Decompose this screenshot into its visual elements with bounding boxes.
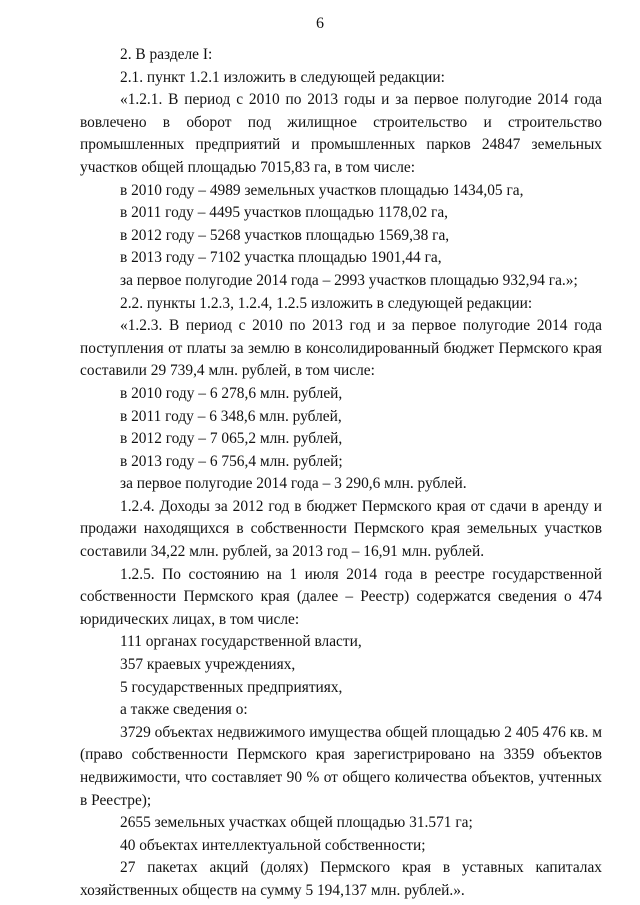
paragraph: в 2010 году – 6 278,6 млн. рублей,	[120, 384, 343, 402]
paragraph: 357 краевых учреждениях,	[120, 656, 296, 674]
paragraph: в 2013 году – 6 756,4 млн. рублей;	[120, 452, 343, 470]
paragraph: в 2013 году – 7102 участка площадью 1901,44 га,	[120, 249, 442, 267]
paragraph: в 2012 году – 7 065,2 млн. рублей,	[120, 430, 343, 448]
paragraph: 5 государственных предприятиях,	[120, 678, 343, 696]
paragraph: 40 объектах интеллектуальной собственности;	[120, 836, 426, 854]
paragraph: в 2012 году – 5268 участков площадью 1569,38 га,	[120, 226, 450, 244]
paragraph: 3729 объектах недвижимого имущества общей площадью 2 405 476 кв. м (право собственности Пермского края зарегистрировано на 3359 объектов недвижимости, что составляет 90 % от общего количества объектов, учтенных в Реестре);	[80, 723, 602, 809]
paragraph: в 2011 году – 6 348,6 млн. рублей,	[120, 407, 342, 425]
paragraph: 27 пакетах акций (долях) Пермского края в уставных капиталах хозяйственных обществ на сумму 5 194,137 млн. рублей.».	[80, 859, 602, 899]
paragraph: 1.2.4. Доходы за 2012 год в бюджет Пермского края от сдачи в аренду и продажи находящихся в собственности Пермского края земельных участков составили 34,22 млн. рублей, за 2013 год – 16,91 млн. рублей.	[80, 497, 602, 561]
paragraph: «1.2.1. В период с 2010 по 2013 годы и за первое полугодие 2014 года вовлечено в оборот под жилищное строительство и строительство промышленных предприятий и промышленных парков 24847 земельных участков общей площадью 7015,83 га, в том числе:	[80, 91, 602, 176]
paragraph: 2655 земельных участках общей площадью 31.571 га;	[120, 814, 473, 832]
paragraph: за первое полугодие 2014 года – 3 290,6 млн. рублей.	[120, 475, 467, 493]
paragraph: 2.2. пункты 1.2.3, 1.2.4, 1.2.5 изложить в следующей редакции:	[120, 294, 533, 312]
paragraph: а также сведения о:	[120, 701, 248, 719]
paragraph: 2. В разделе I:	[120, 46, 213, 63]
paragraph: в 2010 году – 4989 земельных участков площадью 1434,05 га,	[120, 181, 524, 199]
paragraph: 2.1. пункт 1.2.1 изложить в следующей редакции:	[120, 68, 445, 86]
paragraph: «1.2.3. В период с 2010 по 2013 год и за первое полугодие 2014 года поступления от платы за землю в консолидированный бюджет Пермского края составили 29 739,4 млн. рублей, в том числе:	[80, 317, 602, 380]
paragraph: в 2011 году – 4495 участков площадью 1178,02 га,	[120, 204, 449, 222]
document-body	[80, 44, 602, 903]
paragraph: 1.2.5. По состоянию на 1 июля 2014 года в реестре государственной собственности Пермского края (далее – Реестр) содержатся сведения о 474 юридических лицах, в том числе:	[80, 565, 602, 628]
page-number: 6	[316, 15, 324, 32]
paragraph: за первое полугодие 2014 года – 2993 участков площадью 932,94 га.»;	[120, 271, 578, 289]
paragraph: 111 органах государственной власти,	[120, 633, 362, 651]
